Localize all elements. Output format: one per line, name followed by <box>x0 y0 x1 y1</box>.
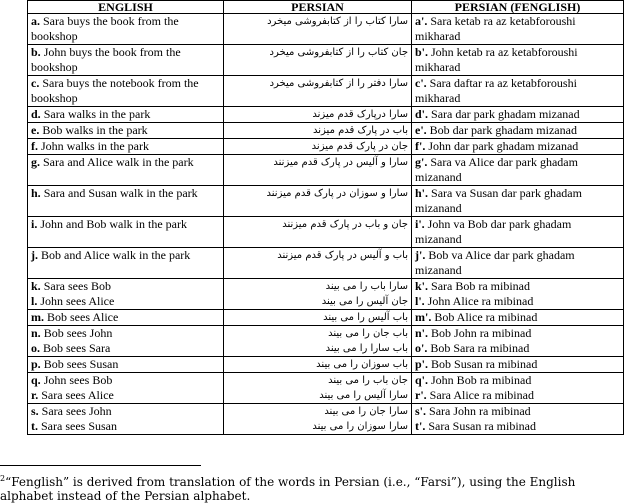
fenglish-cell <box>412 139 624 155</box>
row-label: t'. <box>415 419 426 433</box>
table-row <box>28 373 624 389</box>
persian-cell-text: جان باب را می بیند <box>328 375 408 386</box>
row-label: p'. <box>415 357 429 371</box>
english-cell-text: John buys the book from the bookshop <box>31 45 181 74</box>
row-label: j. <box>31 248 38 262</box>
persian-cell <box>224 326 412 342</box>
persian-cell <box>224 107 412 123</box>
english-cell <box>28 419 224 435</box>
table-row <box>28 357 624 373</box>
fenglish-cell-text: Sara ketab ra az ketabforoushi mikharad <box>415 14 576 43</box>
row-label: a'. <box>415 14 428 28</box>
english-cell <box>28 326 224 342</box>
fenglish-cell-text: John Bob ra mibinad <box>431 373 532 387</box>
row-label: k. <box>31 279 41 293</box>
row-label: a. <box>31 14 40 28</box>
row-label: g'. <box>415 155 428 169</box>
persian-cell-text: جان آلیس را می بیند <box>321 296 408 307</box>
english-cell-text: Sara and Susan walk in the park <box>43 186 198 200</box>
table-row <box>28 310 624 326</box>
footnote <box>0 472 640 503</box>
english-cell-text: Sara buys the notebook from the bookshop <box>31 76 199 105</box>
persian-cell-text: سارا سوزان را می بیند <box>312 421 408 432</box>
row-label: i. <box>31 217 38 231</box>
row-label: d'. <box>415 107 429 121</box>
row-label: n. <box>31 326 41 340</box>
table-header-row <box>28 1 624 14</box>
row-label: f'. <box>415 139 426 153</box>
fenglish-cell <box>412 419 624 435</box>
persian-cell-text: باب آلیس را می بیند <box>323 312 408 323</box>
english-cell <box>28 76 224 107</box>
fenglish-cell <box>412 155 624 186</box>
persian-cell-text: سارا درپارک قدم میزند <box>312 109 408 120</box>
english-cell-text: Sara buys the book from the bookshop <box>31 14 179 43</box>
english-cell <box>28 373 224 389</box>
persian-cell-text: جان کتاب را از کتابفروشی میخرد <box>269 47 408 58</box>
row-label: k'. <box>415 279 429 293</box>
english-cell <box>28 155 224 186</box>
table-row <box>28 123 624 139</box>
persian-cell-text: جان و باب در پارک قدم میزنند <box>282 219 408 230</box>
persian-cell <box>224 45 412 76</box>
english-cell <box>28 294 224 310</box>
persian-cell <box>224 155 412 186</box>
row-label: m'. <box>415 310 432 324</box>
persian-cell <box>224 419 412 435</box>
fenglish-cell <box>412 107 624 123</box>
table-row <box>28 388 624 404</box>
english-cell-text: Sara sees Bob <box>43 279 112 293</box>
fenglish-cell-text: Bob Alice ra mibinad <box>434 310 538 324</box>
persian-cell <box>224 310 412 326</box>
fenglish-cell <box>412 373 624 389</box>
persian-cell-text: باب جان را می بیند <box>328 328 408 339</box>
persian-cell <box>224 123 412 139</box>
fenglish-cell-text: Sara John ra mibinad <box>429 404 531 418</box>
sentence-table <box>27 0 624 435</box>
english-cell-text: John sees Bob <box>43 373 113 387</box>
fenglish-cell <box>412 123 624 139</box>
row-label: p. <box>31 357 41 371</box>
fenglish-cell <box>412 279 624 295</box>
fenglish-cell <box>412 310 624 326</box>
persian-cell-text: سارا جان را می بیند <box>324 406 408 417</box>
fenglish-cell-text: Sara Bob ra mibinad <box>431 279 530 293</box>
fenglish-cell-text: Bob Sara ra mibinad <box>430 341 530 355</box>
table-row <box>28 139 624 155</box>
table-row <box>28 76 624 107</box>
persian-cell <box>224 248 412 279</box>
fenglish-cell <box>412 341 624 357</box>
footnote-text: “Fenglish” is derived from translation of the words in Persian (i.e., “Farsi”), using the English <box>5 475 576 489</box>
english-cell <box>28 14 224 45</box>
fenglish-cell <box>412 404 624 420</box>
row-label: l'. <box>415 294 425 308</box>
persian-cell <box>224 14 412 45</box>
fenglish-cell-text: Bob John ra mibinad <box>431 326 532 340</box>
row-label: j'. <box>415 248 426 262</box>
persian-cell-text: باب سوزان را می بیند <box>316 359 408 370</box>
persian-cell <box>224 373 412 389</box>
persian-cell <box>224 76 412 107</box>
table-row <box>28 14 624 45</box>
row-label: b'. <box>415 45 429 59</box>
footnote-rule <box>0 465 201 466</box>
row-label: c'. <box>415 76 427 90</box>
row-label: r. <box>31 388 39 402</box>
fenglish-cell-text: Sara Susan ra mibinad <box>428 419 536 433</box>
fenglish-cell <box>412 248 624 279</box>
english-cell-text: Bob and Alice walk in the park <box>41 248 191 262</box>
persian-cell-text: باب سارا را می بیند <box>325 343 408 354</box>
persian-cell <box>224 404 412 420</box>
fenglish-cell <box>412 388 624 404</box>
english-cell <box>28 388 224 404</box>
english-cell-text: Sara sees Alice <box>41 388 114 402</box>
row-label: q. <box>31 373 41 387</box>
english-cell-text: Sara sees John <box>41 404 112 418</box>
fenglish-cell-text: Bob Susan ra mibinad <box>431 357 538 371</box>
english-cell <box>28 217 224 248</box>
english-cell <box>28 341 224 357</box>
table-row <box>28 107 624 123</box>
persian-cell <box>224 341 412 357</box>
table-row <box>28 404 624 420</box>
table-row <box>28 186 624 217</box>
row-label: q'. <box>415 373 429 387</box>
fenglish-cell-text: John dar park ghadam mizanad <box>428 139 579 153</box>
fenglish-cell <box>412 326 624 342</box>
row-label: f. <box>31 139 38 153</box>
persian-cell <box>224 357 412 373</box>
row-label: o. <box>31 341 40 355</box>
fenglish-cell-text: Sara Alice ra mibinad <box>429 388 534 402</box>
fenglish-cell <box>412 45 624 76</box>
row-label: h'. <box>415 186 429 200</box>
table-row <box>28 294 624 310</box>
english-cell <box>28 45 224 76</box>
fenglish-cell-text: Sara daftar ra az ketabforoushi mikharad <box>415 76 577 105</box>
fenglish-cell-text: John Alice ra mibinad <box>427 294 534 308</box>
english-cell-text: John walks in the park <box>41 139 149 153</box>
persian-cell <box>224 139 412 155</box>
fenglish-cell-text: John va Bob dar park ghadam mizanand <box>415 217 572 246</box>
table-row <box>28 248 624 279</box>
row-label: e. <box>31 123 40 137</box>
english-cell <box>28 248 224 279</box>
table-row <box>28 279 624 295</box>
fenglish-cell <box>412 357 624 373</box>
persian-cell <box>224 217 412 248</box>
row-label: o'. <box>415 341 428 355</box>
english-cell-text: Bob sees Susan <box>43 357 119 371</box>
english-cell-text: Sara and Alice walk in the park <box>43 155 194 169</box>
row-label: c. <box>31 76 40 90</box>
table-row <box>28 419 624 435</box>
fenglish-cell <box>412 217 624 248</box>
fenglish-cell <box>412 186 624 217</box>
fenglish-cell-text: Sara va Alice dar park ghadam mizanand <box>415 155 578 184</box>
row-label: d. <box>31 107 41 121</box>
english-cell-text: Sara sees Susan <box>41 419 117 433</box>
header-fenglish: PERSIAN (FENGLISH) <box>412 1 624 14</box>
fenglish-cell <box>412 294 624 310</box>
english-cell <box>28 404 224 420</box>
persian-cell-text: سارا و آلیس در پارک قدم میزنند <box>273 157 408 168</box>
fenglish-cell-text: Bob va Alice dar park ghadam mizanand <box>415 248 575 277</box>
row-label: s. <box>31 404 39 418</box>
table-row <box>28 326 624 342</box>
fenglish-cell-text: John ketab ra az ketabforoushi mikharad <box>415 45 578 74</box>
english-cell-text: Bob sees Alice <box>47 310 119 324</box>
english-cell-text: Bob sees John <box>43 326 113 340</box>
row-label: g. <box>31 155 40 169</box>
fenglish-cell-text: Sara va Susan dar park ghadam mizanand <box>415 186 582 215</box>
table-row <box>28 341 624 357</box>
english-cell <box>28 107 224 123</box>
table-row <box>28 45 624 76</box>
row-label: i'. <box>415 217 425 231</box>
english-cell-text: John and Bob walk in the park <box>40 217 187 231</box>
row-label: e'. <box>415 123 427 137</box>
persian-cell-text: باب در پارک قدم میزند <box>313 125 408 136</box>
row-label: n'. <box>415 326 429 340</box>
fenglish-cell-text: Sara dar park ghadam mizanad <box>431 107 580 121</box>
persian-cell-text: جان در پارک قدم میزند <box>311 141 408 152</box>
persian-cell-text: سارا آلیس را می بیند <box>319 390 408 401</box>
row-label: b. <box>31 45 41 59</box>
footnote-text-line2: alphabet instead of the Persian alphabet. <box>0 489 251 503</box>
english-cell-text: Bob sees Sara <box>43 341 111 355</box>
fenglish-cell <box>412 14 624 45</box>
row-label: m. <box>31 310 44 324</box>
footnote-mark: 2 <box>0 474 6 483</box>
row-label: t. <box>31 419 38 433</box>
english-cell-text: Bob walks in the park <box>42 123 148 137</box>
row-label: l. <box>31 294 38 308</box>
english-cell <box>28 310 224 326</box>
persian-cell <box>224 186 412 217</box>
persian-cell-text: سارا و سوزان در پارک قدم میزنند <box>266 188 408 199</box>
header-english: ENGLISH <box>28 1 224 14</box>
row-label: h. <box>31 186 41 200</box>
fenglish-cell-text: Bob dar park ghadam mizanad <box>429 123 577 137</box>
fenglish-cell <box>412 76 624 107</box>
english-cell-text: John sees Alice <box>40 294 115 308</box>
table-row <box>28 217 624 248</box>
table-row <box>28 155 624 186</box>
header-persian: PERSIAN <box>224 1 412 14</box>
persian-cell <box>224 279 412 295</box>
persian-cell-text: سارا دفتر را از کتابفروشی میخرد <box>269 78 408 89</box>
english-cell-text: Sara walks in the park <box>43 107 151 121</box>
row-label: s'. <box>415 404 427 418</box>
persian-cell-text: سارا باب را می بیند <box>325 281 408 292</box>
persian-cell <box>224 388 412 404</box>
english-cell <box>28 279 224 295</box>
persian-cell-text: باب و آلیس در پارک قدم میزنند <box>277 250 408 261</box>
persian-cell <box>224 294 412 310</box>
english-cell <box>28 139 224 155</box>
english-cell <box>28 186 224 217</box>
row-label: r'. <box>415 388 427 402</box>
english-cell <box>28 123 224 139</box>
persian-cell-text: سارا کتاب را از کتابفروشی میخرد <box>267 16 408 27</box>
english-cell <box>28 357 224 373</box>
